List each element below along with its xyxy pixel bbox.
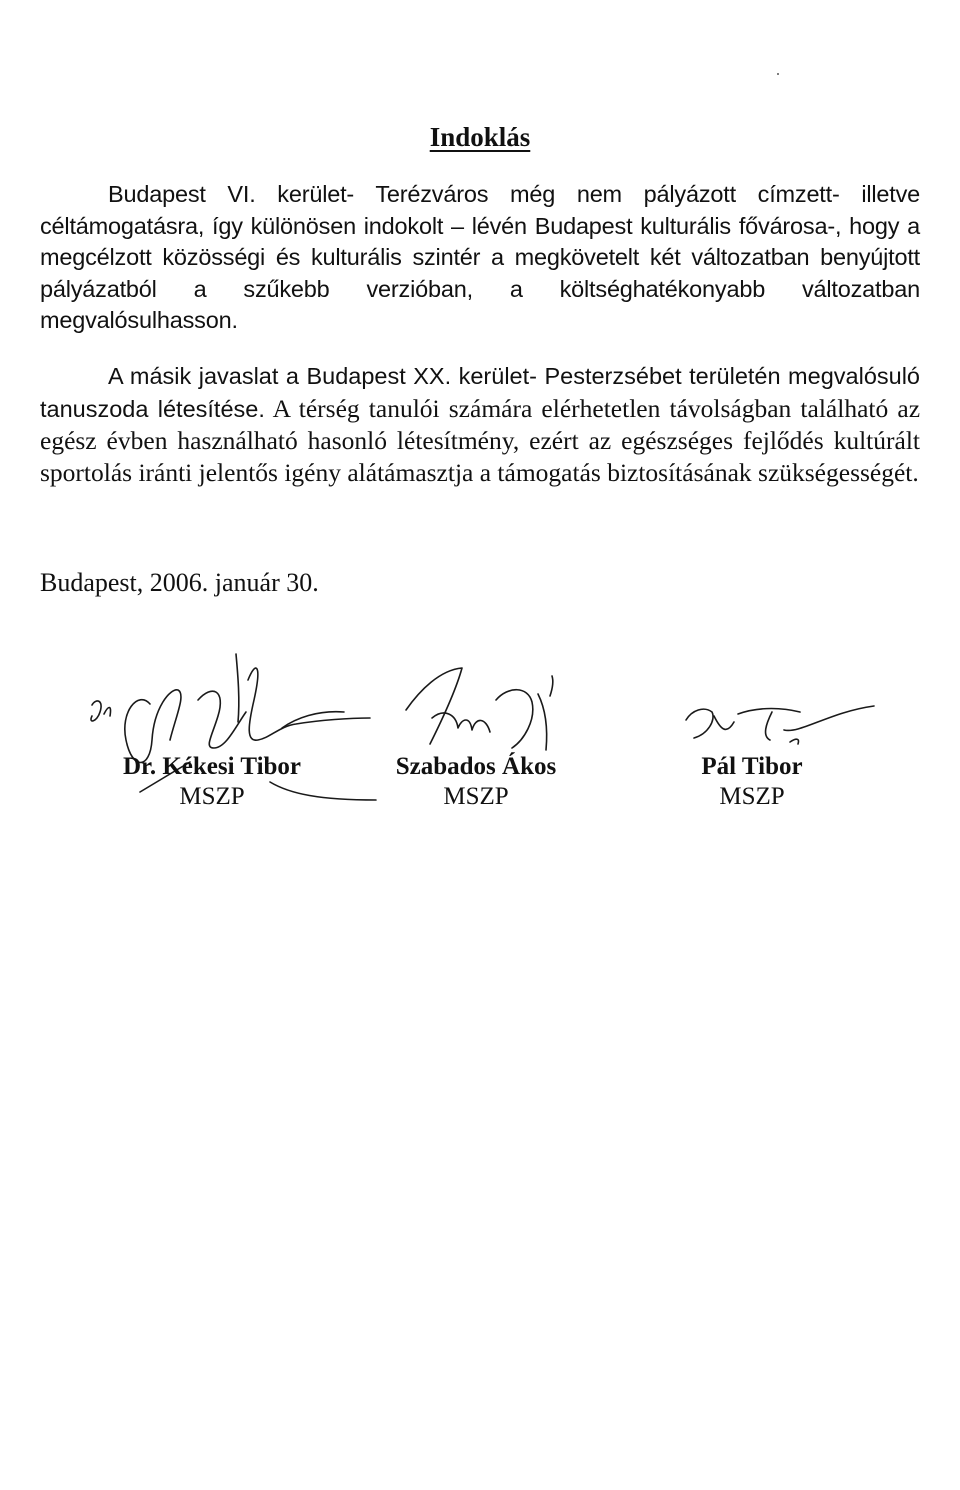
- paragraph-justification-2: [40, 360, 920, 488]
- place-and-date: Budapest, 2006. január 30.: [40, 568, 319, 597]
- signatory-3: [622, 752, 882, 812]
- signatory-party: MSZP: [443, 783, 509, 810]
- paragraph-2-rest: A térség tanulói számára elérhetetlen távolságban található az egész évben használható hasonló létesítmény, ezért az egészséges fejlődés kultúrált sportolás iránti jelentős igény alátámasztja a támogatás biztosításának szükségességét.: [40, 393, 921, 487]
- signatory-2: [346, 752, 606, 812]
- paragraph-2-lead: A másik javaslat a Budapest XX. kerület- Pesterzsébet területén megvalósuló tanuszoda létesítése.: [40, 363, 920, 422]
- signature-szabados: [406, 668, 553, 750]
- paragraph-justification-1: Budapest VI. kerület- Terézváros még nem pályázott címzett- illetve céltámogatásra, így különösen indokolt – lévén Budapest kulturális fővárosa-, hogy a megcélzott közösségi és kulturális szintér a megkövetelt két változatban benyújtott pályázatból a szűkebb verzióban, a költséghatékonyabb változatban megvalósulhasson.: [40, 181, 920, 333]
- signature-pal: [686, 706, 874, 744]
- signatory-name: Szabados Ákos: [395, 753, 557, 780]
- signatory-name: Pál Tibor: [701, 753, 803, 780]
- signatory-name: Dr. Kékesi Tibor: [122, 753, 302, 780]
- signatory-1: [82, 752, 342, 812]
- scan-speck: [777, 73, 779, 75]
- document-title: Indoklás: [429, 122, 531, 152]
- signatory-party: MSZP: [179, 783, 245, 810]
- signatory-party: MSZP: [719, 783, 785, 810]
